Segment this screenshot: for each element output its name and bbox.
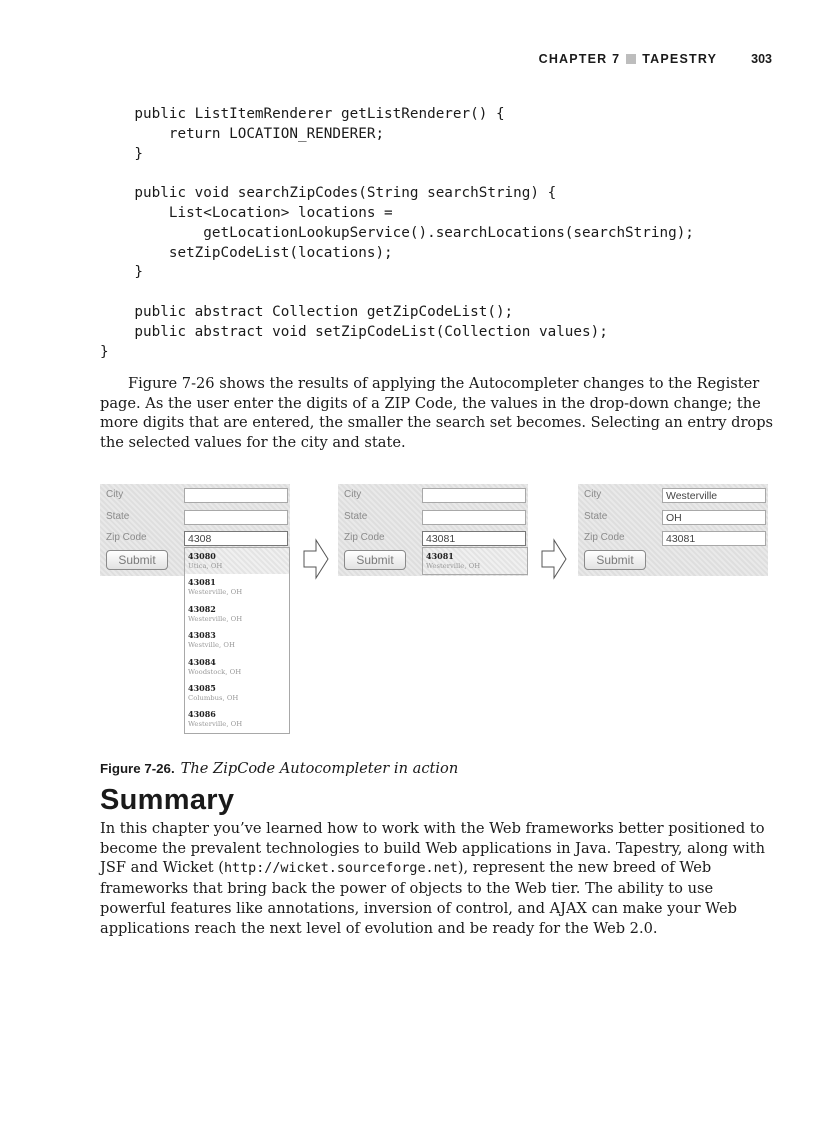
suggestion-zip: 43086 — [188, 709, 216, 720]
submit-button[interactable]: Submit — [584, 550, 646, 570]
wicket-url-link[interactable]: http://wicket.sourceforge.net — [223, 861, 458, 877]
summary-text-end: ), represent the new breed of Web frameworks that bring back the power of objects to the Web tier. The ability to use powerful features like annotations, inversion of control, and AJAX can make your Web applications reach the next level of evolution and be ready for the Web 2.0. — [100, 859, 737, 937]
zip-label: Zip Code — [106, 532, 147, 543]
chapter-title: TAPESTRY — [642, 52, 718, 66]
zip-suggestion-dropdown — [184, 547, 290, 734]
figure-caption — [100, 760, 458, 777]
state-label: State — [106, 511, 130, 522]
state-label: State — [584, 511, 608, 522]
suggestion-place: Woodstock, OH — [188, 667, 242, 676]
summary-text-start: In this chapter you’ve learned how to work with the Web frameworks better positioned to become the prevalent technologies to build Web applications in Java. Tapestry, along with JSF and Wicket ( — [100, 820, 766, 877]
zip-field[interactable]: 4308 — [184, 531, 288, 546]
square-bullet-icon — [626, 54, 636, 64]
submit-button[interactable]: Submit — [106, 550, 168, 570]
code-line: return LOCATION_RENDERER; — [100, 125, 385, 142]
body-paragraph-summary — [100, 819, 780, 938]
code-line: getLocationLookupService().searchLocations(searchString); — [100, 224, 694, 241]
zip-suggestion-dropdown — [422, 547, 528, 575]
suggestion-place: Columbus, OH — [188, 693, 239, 702]
right-arrow-icon — [541, 537, 567, 581]
body-paragraph-figure-intro: Figure 7-26 shows the results of applying the Autocompleter changes to the Register page. As the user enter the digits of a ZIP Code, the values in the drop-down change; the more digits that are entered, the smaller the search set becomes. Selecting an entry drops the selected values for the city and state. — [100, 375, 774, 452]
code-line: public void searchZipCodes(String searchString) { — [100, 185, 557, 202]
figure-autocompleter — [100, 479, 770, 749]
suggestion-zip: 43085 — [188, 682, 216, 693]
city-field[interactable] — [422, 488, 526, 503]
suggestion-item[interactable] — [185, 706, 289, 732]
suggestion-place: Westerville, OH — [188, 720, 243, 729]
figure-caption-label: Figure 7-26. — [100, 761, 175, 776]
submit-button[interactable]: Submit — [344, 550, 406, 570]
suggestion-place: Westerville, OH — [188, 614, 243, 623]
zip-field[interactable]: 43081 — [422, 531, 526, 546]
city-label: City — [106, 489, 124, 500]
suggestion-place: Utica, OH — [188, 562, 223, 570]
suggestion-zip: 43083 — [188, 630, 216, 641]
section-heading-summary: Summary — [100, 784, 235, 816]
suggestion-item[interactable] — [185, 574, 289, 600]
suggestion-item[interactable] — [185, 627, 289, 653]
zip-label: Zip Code — [344, 532, 385, 543]
state-field[interactable] — [422, 510, 526, 525]
code-line: } — [100, 343, 109, 360]
suggestion-zip: 43084 — [188, 656, 216, 667]
city-field[interactable]: Westerville — [662, 488, 766, 503]
code-line: setZipCodeList(locations); — [100, 244, 393, 261]
state-field[interactable] — [184, 510, 288, 525]
suggestion-place: Westerville, OH — [426, 562, 481, 570]
code-line: public ListItemRenderer getListRenderer() { — [100, 106, 505, 122]
suggestion-zip: 43081 — [188, 577, 216, 588]
zip-label: Zip Code — [584, 532, 625, 543]
suggestion-item[interactable] — [185, 654, 289, 680]
suggestion-place: Westerville, OH — [188, 588, 243, 597]
suggestion-item[interactable] — [185, 601, 289, 627]
suggestion-zip: 43081 — [426, 551, 454, 561]
code-line: } — [100, 264, 144, 281]
figure-caption-text: The ZipCode Autocompleter in action — [180, 760, 459, 777]
suggestion-item[interactable] — [423, 548, 527, 574]
code-line: } — [100, 145, 144, 162]
form-panel-step3 — [578, 484, 768, 576]
zip-field[interactable]: 43081 — [662, 531, 766, 546]
city-label: City — [584, 489, 602, 500]
city-label: City — [344, 489, 362, 500]
suggestion-zip: 43080 — [188, 551, 216, 561]
page-number: 303 — [751, 52, 772, 66]
suggestion-item[interactable] — [185, 680, 289, 706]
city-field[interactable] — [184, 488, 288, 503]
state-label: State — [344, 511, 368, 522]
suggestion-item[interactable] — [185, 548, 289, 574]
code-line: List<Location> locations = — [100, 204, 393, 221]
running-header — [0, 52, 772, 66]
state-field[interactable]: OH — [662, 510, 766, 525]
right-arrow-icon — [303, 537, 329, 581]
code-listing — [100, 105, 694, 362]
code-line: public abstract void setZipCodeList(Collection values); — [100, 323, 608, 340]
suggestion-place: Westville, OH — [188, 641, 235, 650]
chapter-label: CHAPTER 7 — [538, 52, 621, 66]
code-line: public abstract Collection getZipCodeList(); — [100, 303, 514, 320]
suggestion-zip: 43082 — [188, 603, 216, 614]
